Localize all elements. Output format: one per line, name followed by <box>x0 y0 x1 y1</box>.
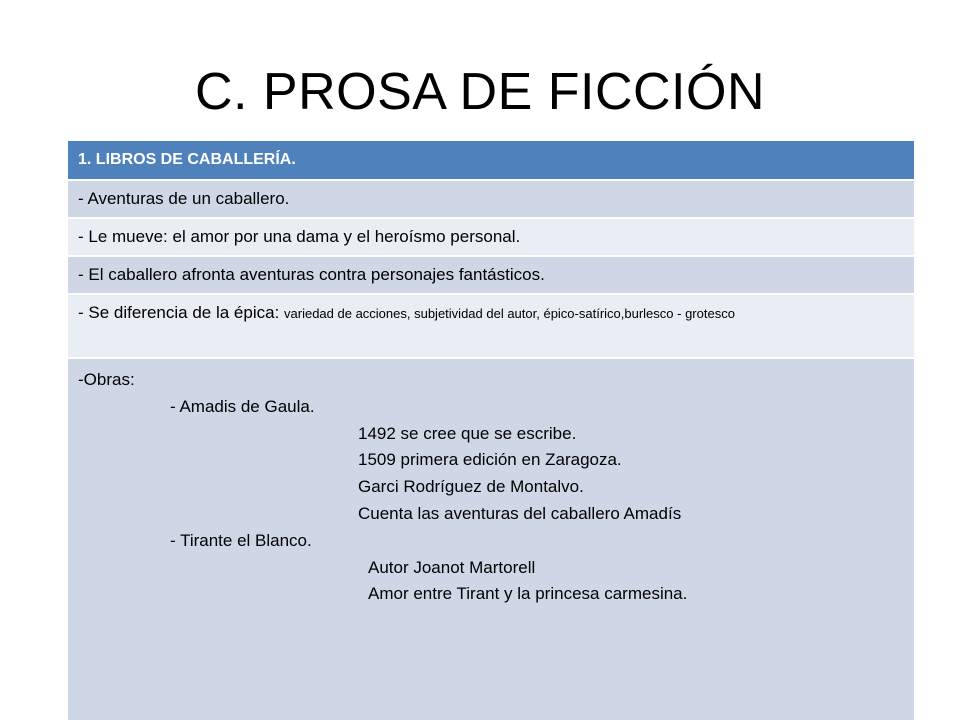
amadis-detail-line: 1509 primera edición en Zaragoza. <box>358 450 622 470</box>
tirante-detail-line: Autor Joanot Martorell <box>368 557 536 577</box>
works-label: -Obras: <box>78 370 135 389</box>
table-row-adventures: - Aventuras de un caballero. <box>68 181 914 219</box>
content-table <box>68 141 914 720</box>
work-title-amadis: - Amadis de Gaula. <box>170 396 315 416</box>
table-row-motivation: - Le mueve: el amor por una dama y el heroísmo personal. <box>68 219 914 257</box>
amadis-detail-line: Cuenta las aventuras del caballero Amadís <box>358 503 682 523</box>
difference-detail: variedad de acciones, subjetividad del autor, épico-satírico,burlesco - grotesco <box>284 306 735 321</box>
table-row-works <box>68 359 914 720</box>
table-row-difference <box>68 295 914 359</box>
work-title-tirante: - Tirante el Blanco. <box>170 530 312 550</box>
table-row-fantastic: - El caballero afronta aventuras contra personajes fantásticos. <box>68 257 914 295</box>
difference-lead: - Se diferencia de la épica: <box>78 303 285 322</box>
amadis-detail-line: 1492 se cree que se escribe. <box>358 423 577 443</box>
slide-title: C. PROSA DE FICCIÓN <box>194 63 766 121</box>
table-header: 1. LIBROS DE CABALLERÍA. <box>68 141 914 181</box>
amadis-detail-line: Garci Rodríguez de Montalvo. <box>358 477 584 497</box>
tirante-detail-line: Amor entre Tirant y la princesa carmesina. <box>368 584 688 604</box>
